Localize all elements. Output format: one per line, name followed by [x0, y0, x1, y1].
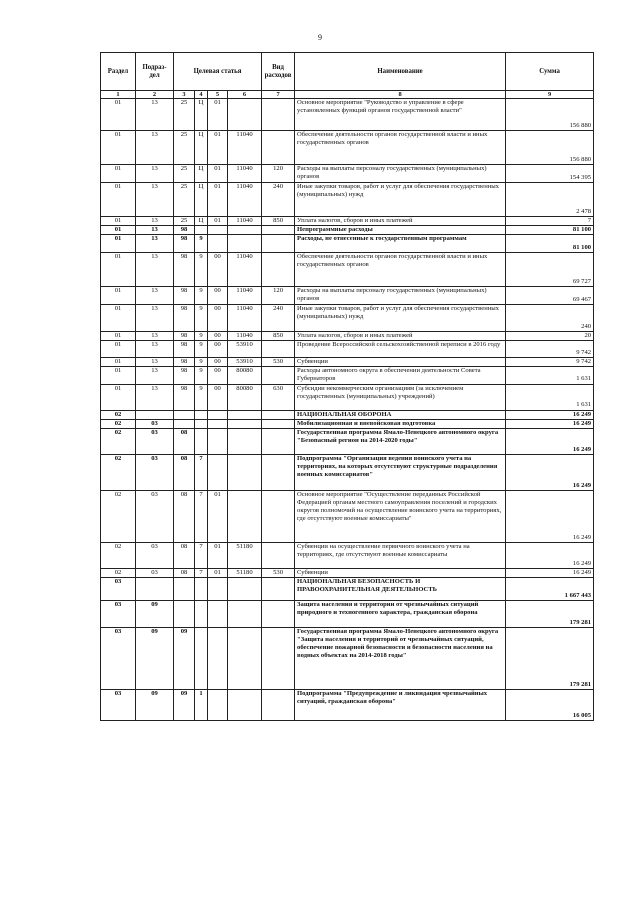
cell-podrazdel	[136, 577, 174, 600]
cell-target-part-4: 53910	[228, 358, 262, 367]
cell-razdel: 03	[101, 577, 136, 600]
cell-summa: 1 667 443	[506, 577, 594, 600]
cell-target-part-2: Ц	[195, 131, 208, 165]
header-razdel: Раздел	[101, 53, 136, 91]
table-row	[101, 454, 594, 490]
cell-target-part-4	[228, 419, 262, 428]
cell-vid-rashodov	[262, 131, 295, 165]
cell-target-part-4: 11040	[228, 131, 262, 165]
cell-naimenovanie: Субвенции	[295, 568, 506, 577]
cell-summa: 179 281	[506, 600, 594, 627]
cell-vid-rashodov	[262, 253, 295, 287]
cell-podrazdel: 03	[136, 568, 174, 577]
cell-vid-rashodov: 530	[262, 568, 295, 577]
cell-naimenovanie: Государственная программа Ямало-Ненецкого автономного округа "Защита населения и территорий от чрезвычайных ситуаций, обеспечение пожарной безопасности и безопасности населения на водных объектах на 2014-2018 годы"	[295, 627, 506, 689]
cell-target-part-3: 01	[208, 542, 228, 568]
cell-razdel: 02	[101, 419, 136, 428]
cell-podrazdel: 03	[136, 454, 174, 490]
cell-target-part-2: 9	[195, 384, 208, 410]
cell-naimenovanie: Расходы на выплаты персоналу государственных (муниципальных) органов	[295, 165, 506, 183]
cell-target-part-2: 7	[195, 490, 208, 542]
cell-naimenovanie: Расходы автономного округа в обеспечении деятельности Совета Губернаторов	[295, 367, 506, 384]
col-num: 1	[101, 91, 136, 99]
cell-target-part-1: 98	[174, 358, 195, 367]
cell-vid-rashodov	[262, 341, 295, 358]
cell-target-part-4	[228, 428, 262, 454]
table-row	[101, 568, 594, 577]
cell-summa: 9 742	[506, 358, 594, 367]
cell-naimenovanie: Основное мероприятие "Руководство и управление в сфере установленных функций органов государственной власти"	[295, 99, 506, 131]
cell-target-part-3: 01	[208, 490, 228, 542]
cell-target-part-2: 9	[195, 367, 208, 384]
cell-summa: 2 478	[506, 183, 594, 217]
cell-podrazdel: 13	[136, 287, 174, 305]
cell-target-part-4	[228, 689, 262, 720]
cell-razdel: 03	[101, 627, 136, 689]
cell-summa: 1 631	[506, 367, 594, 384]
cell-target-part-4	[228, 226, 262, 235]
cell-target-part-3: 00	[208, 253, 228, 287]
cell-razdel: 03	[101, 600, 136, 627]
cell-summa: 20	[506, 332, 594, 341]
cell-razdel: 01	[101, 287, 136, 305]
cell-target-part-4	[228, 454, 262, 490]
cell-vid-rashodov	[262, 542, 295, 568]
cell-target-part-2: 7	[195, 454, 208, 490]
cell-target-part-4: 11040	[228, 253, 262, 287]
cell-target-part-2	[195, 226, 208, 235]
table-row	[101, 600, 594, 627]
cell-summa: 156 880	[506, 99, 594, 131]
cell-naimenovanie: Субвенции на осуществление первичного воинского учета на территориях, где отсутствуют военные комиссариаты	[295, 542, 506, 568]
cell-razdel: 01	[101, 332, 136, 341]
cell-podrazdel: 13	[136, 367, 174, 384]
cell-target-part-2: 9	[195, 341, 208, 358]
cell-target-part-3: 00	[208, 332, 228, 341]
cell-summa: 81 100	[506, 226, 594, 235]
cell-vid-rashodov: 120	[262, 165, 295, 183]
cell-target-part-4: 11040	[228, 183, 262, 217]
cell-target-part-4	[228, 490, 262, 542]
cell-summa: 69 727	[506, 253, 594, 287]
cell-target-part-1: 98	[174, 384, 195, 410]
header-celevaya-statya: Целевая статья	[174, 53, 262, 91]
cell-vid-rashodov: 630	[262, 384, 295, 410]
cell-target-part-1: 08	[174, 490, 195, 542]
cell-vid-rashodov: 120	[262, 287, 295, 305]
cell-razdel: 01	[101, 358, 136, 367]
table-row	[101, 332, 594, 341]
table-row	[101, 419, 594, 428]
cell-vid-rashodov: 850	[262, 332, 295, 341]
cell-podrazdel: 13	[136, 226, 174, 235]
cell-target-part-4	[228, 235, 262, 253]
cell-target-part-2: 9	[195, 305, 208, 332]
cell-podrazdel: 13	[136, 99, 174, 131]
cell-target-part-3	[208, 454, 228, 490]
cell-razdel: 02	[101, 490, 136, 542]
cell-vid-rashodov: 240	[262, 183, 295, 217]
cell-podrazdel: 13	[136, 235, 174, 253]
table-row	[101, 384, 594, 410]
cell-summa: 16 249	[506, 490, 594, 542]
cell-target-part-2	[195, 627, 208, 689]
cell-razdel: 03	[101, 689, 136, 720]
cell-target-part-1: 25	[174, 131, 195, 165]
cell-summa: 16 249	[506, 454, 594, 490]
cell-target-part-1: 98	[174, 367, 195, 384]
cell-target-part-4	[228, 577, 262, 600]
cell-target-part-2: 9	[195, 287, 208, 305]
cell-summa: 16 249	[506, 419, 594, 428]
cell-target-part-1	[174, 600, 195, 627]
cell-summa: 7	[506, 217, 594, 226]
cell-summa: 16 249	[506, 568, 594, 577]
cell-vid-rashodov: 530	[262, 358, 295, 367]
cell-target-part-2: Ц	[195, 165, 208, 183]
cell-target-part-2: 9	[195, 358, 208, 367]
cell-summa: 16 249	[506, 428, 594, 454]
cell-target-part-4: 11040	[228, 287, 262, 305]
cell-razdel: 01	[101, 235, 136, 253]
cell-target-part-1: 25	[174, 99, 195, 131]
cell-naimenovanie: НАЦИОНАЛЬНАЯ ОБОРОНА	[295, 410, 506, 419]
cell-target-part-3	[208, 627, 228, 689]
cell-naimenovanie: Обеспечение деятельности органов государственной власти и иных государственных органов	[295, 253, 506, 287]
cell-summa: 16 249	[506, 542, 594, 568]
cell-podrazdel: 13	[136, 165, 174, 183]
cell-summa: 69 467	[506, 287, 594, 305]
cell-target-part-1: 08	[174, 454, 195, 490]
table-row	[101, 577, 594, 600]
cell-target-part-3	[208, 689, 228, 720]
table-row	[101, 410, 594, 419]
cell-target-part-4	[228, 99, 262, 131]
cell-target-part-2: 9	[195, 332, 208, 341]
cell-naimenovanie: Обеспечение деятельности органов государственной власти и иных государственных органов	[295, 131, 506, 165]
cell-target-part-2: Ц	[195, 99, 208, 131]
cell-target-part-2: Ц	[195, 183, 208, 217]
cell-target-part-3	[208, 600, 228, 627]
cell-target-part-2	[195, 428, 208, 454]
cell-target-part-4: 80080	[228, 384, 262, 410]
cell-razdel: 01	[101, 165, 136, 183]
cell-podrazdel: 13	[136, 217, 174, 226]
cell-naimenovanie: Иные закупки товаров, работ и услуг для обеспечения государственных (муниципальных) нужд	[295, 183, 506, 217]
table-row	[101, 490, 594, 542]
cell-target-part-1: 09	[174, 689, 195, 720]
cell-naimenovanie: Субсидии некоммерческим организациям (за исключением государственных (муниципальных) учреждений)	[295, 384, 506, 410]
cell-razdel: 01	[101, 183, 136, 217]
cell-vid-rashodov	[262, 689, 295, 720]
cell-target-part-1: 98	[174, 287, 195, 305]
table-row	[101, 131, 594, 165]
cell-naimenovanie: Мобилизационная и вневойсковая подготовка	[295, 419, 506, 428]
cell-naimenovanie: Уплата налогов, сборов и иных платежей	[295, 332, 506, 341]
cell-target-part-4: 53910	[228, 341, 262, 358]
cell-razdel: 01	[101, 226, 136, 235]
cell-target-part-4: 11040	[228, 217, 262, 226]
cell-summa: 16 249	[506, 410, 594, 419]
cell-podrazdel: 13	[136, 384, 174, 410]
cell-target-part-1: 08	[174, 568, 195, 577]
column-number-row	[101, 91, 594, 99]
cell-target-part-1	[174, 410, 195, 419]
cell-target-part-4: 11040	[228, 165, 262, 183]
cell-target-part-2: 9	[195, 235, 208, 253]
col-num: 6	[228, 91, 262, 99]
col-num: 3	[174, 91, 195, 99]
cell-naimenovanie: Иные закупки товаров, работ и услуг для обеспечения государственных (муниципальных) нужд	[295, 305, 506, 332]
table-row	[101, 542, 594, 568]
page-number: 9	[318, 33, 322, 42]
cell-naimenovanie: Подпрограмма "Организация ведения воинского учета на территориях, на которых отсутствуют структурные подразделения военных комиссариатов"	[295, 454, 506, 490]
cell-vid-rashodov	[262, 99, 295, 131]
cell-razdel: 02	[101, 454, 136, 490]
cell-target-part-3	[208, 226, 228, 235]
cell-podrazdel: 13	[136, 341, 174, 358]
cell-podrazdel: 03	[136, 542, 174, 568]
cell-naimenovanie: Защита населения и территории от чрезвычайных ситуаций природного и техногенного характера, гражданская оборона	[295, 600, 506, 627]
cell-razdel: 02	[101, 542, 136, 568]
cell-razdel: 01	[101, 367, 136, 384]
table-row	[101, 217, 594, 226]
cell-summa: 16 005	[506, 689, 594, 720]
cell-summa: 179 281	[506, 627, 594, 689]
cell-target-part-2	[195, 410, 208, 419]
cell-razdel: 01	[101, 253, 136, 287]
cell-podrazdel: 03	[136, 428, 174, 454]
cell-target-part-3: 01	[208, 99, 228, 131]
cell-target-part-1: 98	[174, 332, 195, 341]
cell-vid-rashodov: 240	[262, 305, 295, 332]
cell-target-part-3: 00	[208, 384, 228, 410]
cell-target-part-3	[208, 235, 228, 253]
col-num: 7	[262, 91, 295, 99]
cell-vid-rashodov	[262, 600, 295, 627]
table-row	[101, 235, 594, 253]
table-row	[101, 627, 594, 689]
cell-podrazdel: 13	[136, 183, 174, 217]
cell-summa: 9 742	[506, 341, 594, 358]
cell-vid-rashodov	[262, 454, 295, 490]
header-vid-rashodov: Вид расходов	[262, 53, 295, 91]
cell-razdel: 01	[101, 305, 136, 332]
cell-podrazdel: 13	[136, 131, 174, 165]
cell-razdel: 01	[101, 217, 136, 226]
cell-target-part-3: 00	[208, 341, 228, 358]
cell-razdel: 01	[101, 99, 136, 131]
cell-summa: 156 880	[506, 131, 594, 165]
cell-summa: 81 100	[506, 235, 594, 253]
cell-target-part-3: 00	[208, 305, 228, 332]
cell-naimenovanie: Основное мероприятие "Осуществление переданных Российской Федерацией органам местного самоуправления поселений и городских округов полномочий на осуществление воинского учета на территориях, где отсутствуют военные комиссариаты"	[295, 490, 506, 542]
cell-target-part-1: 98	[174, 235, 195, 253]
header-naimenovanie: Наименование	[295, 53, 506, 91]
table-row	[101, 428, 594, 454]
cell-naimenovanie: Непрограммные расходы	[295, 226, 506, 235]
header-podrazdel: Подраз-дел	[136, 53, 174, 91]
cell-target-part-1: 98	[174, 305, 195, 332]
cell-target-part-4: 51180	[228, 542, 262, 568]
cell-target-part-2	[195, 419, 208, 428]
cell-target-part-3: 00	[208, 367, 228, 384]
table-row	[101, 689, 594, 720]
cell-podrazdel: 13	[136, 332, 174, 341]
cell-target-part-2	[195, 577, 208, 600]
table-row	[101, 253, 594, 287]
header-summa: Сумма	[506, 53, 594, 91]
cell-target-part-2: 9	[195, 253, 208, 287]
cell-vid-rashodov	[262, 428, 295, 454]
cell-naimenovanie: Уплата налогов, сборов и иных платежей	[295, 217, 506, 226]
cell-target-part-2: 7	[195, 542, 208, 568]
cell-target-part-3: 01	[208, 183, 228, 217]
budget-table	[100, 52, 594, 721]
cell-target-part-1: 25	[174, 165, 195, 183]
cell-podrazdel: 13	[136, 358, 174, 367]
cell-podrazdel: 09	[136, 600, 174, 627]
cell-target-part-4	[228, 410, 262, 419]
cell-target-part-3	[208, 428, 228, 454]
cell-target-part-4: 11040	[228, 305, 262, 332]
cell-vid-rashodov	[262, 367, 295, 384]
cell-target-part-1: 98	[174, 226, 195, 235]
cell-razdel: 02	[101, 428, 136, 454]
cell-target-part-1: 25	[174, 217, 195, 226]
cell-summa: 240	[506, 305, 594, 332]
table-row	[101, 99, 594, 131]
cell-target-part-4	[228, 600, 262, 627]
cell-vid-rashodov	[262, 419, 295, 428]
cell-target-part-1: 08	[174, 542, 195, 568]
cell-target-part-4: 11040	[228, 332, 262, 341]
cell-target-part-3: 00	[208, 287, 228, 305]
cell-razdel: 01	[101, 384, 136, 410]
cell-target-part-3: 00	[208, 358, 228, 367]
col-num: 8	[295, 91, 506, 99]
cell-podrazdel: 09	[136, 689, 174, 720]
table-row	[101, 358, 594, 367]
cell-naimenovanie: Расходы, не отнесенные к государственным программам	[295, 235, 506, 253]
cell-target-part-2	[195, 600, 208, 627]
cell-vid-rashodov	[262, 627, 295, 689]
cell-naimenovanie: Государственная программа Ямало-Ненецкого автономного округа "Безопасный регион на 2014-2020 годы"	[295, 428, 506, 454]
cell-target-part-1: 25	[174, 183, 195, 217]
col-num: 2	[136, 91, 174, 99]
cell-summa: 154 395	[506, 165, 594, 183]
cell-podrazdel	[136, 410, 174, 419]
cell-target-part-1: 98	[174, 253, 195, 287]
cell-podrazdel: 09	[136, 627, 174, 689]
cell-naimenovanie: НАЦИОНАЛЬНАЯ БЕЗОПАСНОСТЬ И ПРАВООХРАНИТЕЛЬНАЯ ДЕЯТЕЛЬНОСТЬ	[295, 577, 506, 600]
cell-target-part-2: Ц	[195, 217, 208, 226]
cell-razdel: 01	[101, 341, 136, 358]
cell-target-part-3	[208, 419, 228, 428]
cell-target-part-3: 01	[208, 568, 228, 577]
cell-razdel: 01	[101, 131, 136, 165]
cell-target-part-1: 08	[174, 428, 195, 454]
table-row	[101, 183, 594, 217]
cell-vid-rashodov	[262, 577, 295, 600]
cell-target-part-1: 98	[174, 341, 195, 358]
cell-podrazdel: 13	[136, 253, 174, 287]
cell-target-part-4	[228, 627, 262, 689]
cell-target-part-1	[174, 419, 195, 428]
cell-razdel: 02	[101, 410, 136, 419]
cell-vid-rashodov: 850	[262, 217, 295, 226]
cell-vid-rashodov	[262, 410, 295, 419]
cell-target-part-3	[208, 577, 228, 600]
cell-razdel: 02	[101, 568, 136, 577]
cell-podrazdel: 03	[136, 490, 174, 542]
cell-podrazdel: 03	[136, 419, 174, 428]
cell-naimenovanie: Подпрограмма "Предупреждение и ликвидация чрезвычайных ситуаций, гражданская оборона"	[295, 689, 506, 720]
cell-target-part-4: 51180	[228, 568, 262, 577]
col-num: 5	[208, 91, 228, 99]
cell-target-part-3	[208, 410, 228, 419]
col-num: 4	[195, 91, 208, 99]
table-row	[101, 226, 594, 235]
cell-naimenovanie: Расходы на выплаты персоналу государственных (муниципальных) органов	[295, 287, 506, 305]
cell-vid-rashodov	[262, 490, 295, 542]
cell-vid-rashodov	[262, 226, 295, 235]
col-num: 9	[506, 91, 594, 99]
table-row	[101, 165, 594, 183]
cell-vid-rashodov	[262, 235, 295, 253]
cell-naimenovanie: Субвенции	[295, 358, 506, 367]
cell-target-part-1	[174, 577, 195, 600]
cell-summa: 1 631	[506, 384, 594, 410]
table-row	[101, 367, 594, 384]
cell-target-part-3: 01	[208, 165, 228, 183]
cell-naimenovanie: Проведение Всероссийской сельскохозяйственной переписи в 2016 году	[295, 341, 506, 358]
table-row	[101, 287, 594, 305]
table-row	[101, 305, 594, 332]
cell-target-part-3: 01	[208, 131, 228, 165]
cell-target-part-4: 80080	[228, 367, 262, 384]
cell-podrazdel: 13	[136, 305, 174, 332]
table-row	[101, 341, 594, 358]
cell-target-part-2: 1	[195, 689, 208, 720]
cell-target-part-3: 01	[208, 217, 228, 226]
cell-target-part-1: 09	[174, 627, 195, 689]
cell-target-part-2: 7	[195, 568, 208, 577]
